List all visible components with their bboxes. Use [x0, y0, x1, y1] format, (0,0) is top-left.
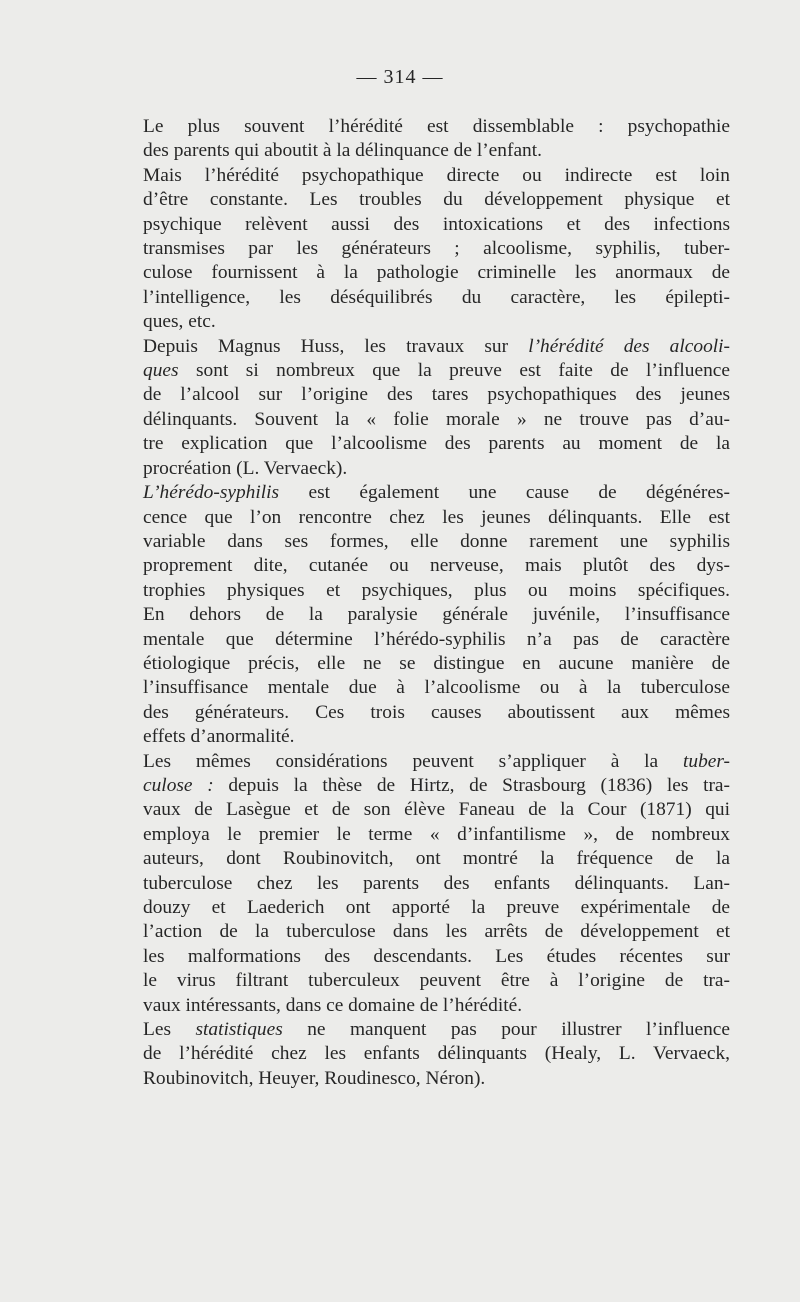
text-run: douzy et Laederich ont apporté la preuve expérimentale de: [143, 897, 730, 918]
text-run: d’être constante. Les troubles du développement physique et: [143, 189, 730, 211]
paragraph: [118, 164, 730, 335]
text-run: En dehors de la paralysie générale juvénile, l’insuffisance: [143, 604, 730, 626]
text-run: des parents qui aboutit à la délinquance de l’enfant.: [143, 140, 542, 162]
text-run: des générateurs. Ces trois causes aboutissent aux mêmes: [143, 701, 730, 723]
text-line: [118, 652, 730, 676]
italic-run: l’hérédité des alcooli-: [528, 335, 730, 357]
text-line: [118, 237, 730, 261]
text-line: [118, 628, 730, 652]
text-run: le virus filtrant tuberculeux peuvent être à l’origine de tra-: [143, 970, 730, 992]
text-run: ques, etc.: [143, 311, 216, 333]
page-number: — 314 —: [356, 66, 444, 88]
text-line: [118, 115, 730, 139]
text-run: depuis la thèse de Hirtz, de Strasbourg (1836) les tra-: [213, 774, 730, 796]
text-line: [118, 847, 730, 871]
italic-run: L’hérédo-syphilis: [143, 482, 280, 504]
text-run: Mais l’hérédité psychopathique directe ou indirecte est loin: [143, 164, 730, 186]
text-line: [118, 603, 730, 627]
text-line: [118, 310, 730, 334]
text-run: Depuis Magnus Huss, les travaux sur: [143, 335, 529, 357]
text-run: psychique relèvent aussi des intoxications et des infections: [143, 213, 730, 235]
text-run: employa le premier le terme « d’infantilisme », de nombreux: [143, 823, 730, 845]
text-line: [118, 335, 730, 359]
text-run: effets d’anormalité.: [143, 726, 295, 748]
text-line: [118, 945, 730, 969]
paragraph: [118, 115, 730, 164]
text-run: ne manquent pas pour illustrer l’influence: [282, 1019, 730, 1041]
italic-run: ques: [143, 360, 179, 382]
text-run: l’action de la tuberculose dans les arrêts de développement et: [143, 921, 730, 943]
text-line: [118, 725, 730, 749]
text-run: auteurs, dont Roubinovitch, ont montré la fréquence de la: [143, 848, 730, 870]
paragraph: [118, 335, 730, 481]
text-run: proprement dite, cutanée ou nerveuse, mais plutôt des dys-: [143, 555, 730, 577]
text-line: [118, 676, 730, 700]
text-line: [118, 823, 730, 847]
text-line: [118, 701, 730, 725]
text-run: sont si nombreux que la preuve est faite de l’influence: [178, 360, 730, 382]
text-run: délinquants. Souvent la « folie morale » ne trouve pas d’au-: [143, 408, 730, 430]
text-line: [118, 1018, 730, 1042]
italic-run: statistiques: [195, 1019, 283, 1041]
text-run: les malformations des descendants. Les études récentes sur: [143, 945, 730, 967]
text-run: Les: [143, 1019, 196, 1041]
text-line: [118, 579, 730, 603]
text-line: [118, 359, 730, 383]
paragraph: [118, 481, 730, 749]
text-run: vaux intéressants, dans ce domaine de l’hérédité.: [143, 994, 523, 1016]
italic-run: culose :: [143, 774, 214, 796]
text-line: [118, 432, 730, 456]
text-line: [118, 774, 730, 798]
text-line: [118, 798, 730, 822]
text-run: trophies physiques et psychiques, plus ou moins spécifiques.: [143, 579, 730, 601]
text-line: [118, 554, 730, 578]
text-run: vaux de Lasègue et de son élève Faneau de la Cour (1871) qui: [143, 799, 730, 821]
text-line: [118, 506, 730, 530]
text-line: [118, 286, 730, 310]
text-line: [118, 408, 730, 432]
paragraph: [118, 750, 730, 1018]
text-line: [118, 994, 730, 1018]
text-run: tre explication que l’alcoolisme des parents au moment de la: [143, 433, 730, 455]
text-line: [118, 188, 730, 212]
italic-run: tuber-: [683, 750, 730, 772]
text-line: [118, 164, 730, 188]
text-line: [118, 481, 730, 505]
text-run: variable dans ses formes, elle donne rarement une syphilis: [143, 530, 730, 552]
paragraph: [118, 1018, 730, 1091]
text-run: Le plus souvent l’hérédité est dissemblable : psychopathie: [143, 116, 730, 137]
text-line: [118, 457, 730, 481]
text-line: [118, 750, 730, 774]
text-line: [118, 896, 730, 920]
text-run: étiologique précis, elle ne se distingue en aucune manière de: [143, 652, 730, 674]
text-run: culose fournissent à la pathologie criminelle les anormaux de: [143, 262, 730, 284]
text-line: [118, 969, 730, 993]
text-run: Roubinovitch, Heuyer, Roudinesco, Néron).: [143, 1067, 486, 1089]
text-run: transmises par les générateurs ; alcoolisme, syphilis, tuber-: [143, 238, 730, 260]
body-text: [118, 115, 730, 1091]
text-run: l’insuffisance mentale due à l’alcoolisme ou à la tuberculose: [143, 677, 730, 699]
text-run: cence que l’on rencontre chez les jeunes délinquants. Elle est: [143, 506, 730, 528]
text-run: est également une cause de dégénéres-: [279, 482, 730, 504]
text-line: [118, 139, 730, 163]
text-line: [118, 530, 730, 554]
text-run: tuberculose chez les parents des enfants délinquants. Lan-: [143, 872, 730, 894]
text-line: [118, 920, 730, 944]
text-line: [118, 261, 730, 285]
text-run: mentale que détermine l’hérédo-syphilis n’a pas de caractère: [143, 628, 730, 650]
text-line: [118, 872, 730, 896]
text-line: [118, 1042, 730, 1066]
text-run: Les mêmes considérations peuvent s’appliquer à la: [143, 750, 683, 772]
text-line: [118, 213, 730, 237]
text-run: l’intelligence, les déséquilibrés du caractère, les épilepti-: [143, 286, 730, 308]
text-run: procréation (L. Vervaeck).: [143, 457, 348, 479]
text-line: [118, 383, 730, 407]
text-run: de l’alcool sur l’origine des tares psychopathiques des jeunes: [143, 384, 730, 406]
text-line: [118, 1067, 730, 1091]
text-run: de l’hérédité chez les enfants délinquants (Healy, L. Vervaeck,: [143, 1043, 730, 1065]
